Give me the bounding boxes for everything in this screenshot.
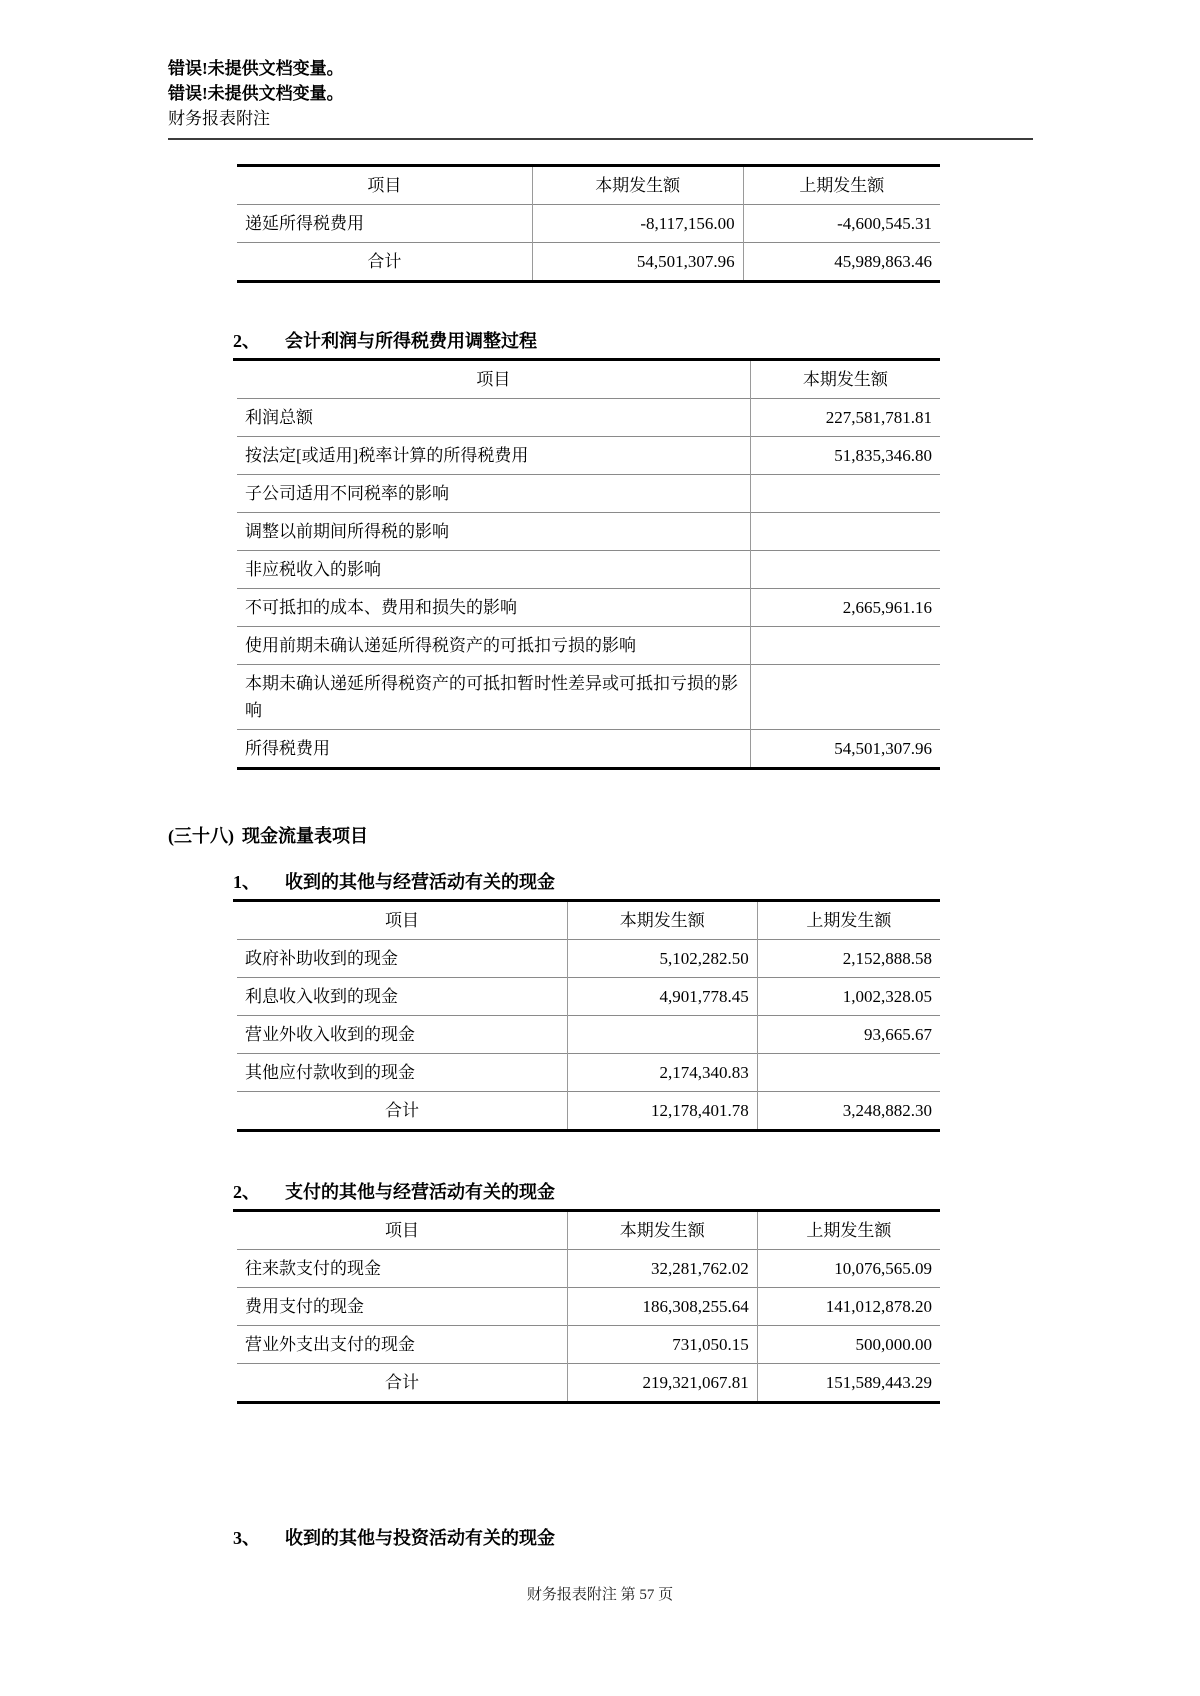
total-current-value: 12,178,401.78 [567,1092,757,1131]
row-item-label: 往来款支付的现金 [245,1259,381,1278]
row-current-value: 5,102,282.50 [567,940,757,978]
row-current-value [750,665,940,730]
row-item-label: 非应税收入的影响 [245,560,381,579]
page-footer: 财务报表附注 第 57 页 [526,1587,674,1603]
column-header-item: 项目 [367,176,402,195]
column-header-current: 本期发生额 [567,902,757,940]
row-item-label: 所得税费用 [245,739,330,758]
row-item-label: 本期未确认递延所得税资产的可抵扣暂时性差异或可抵扣亏损的影响 [245,674,738,720]
section-title: 会计利润与所得税费用调整过程 [285,331,537,351]
row-prior-value [757,1054,940,1092]
row-item-label: 不可抵扣的成本、费用和损失的影响 [245,598,517,617]
table-row [237,589,940,627]
row-current-value: -8,117,156.00 [532,205,743,243]
total-current-value: 219,321,067.81 [567,1364,757,1403]
row-current-value [750,475,940,513]
table-row [237,551,940,589]
header-error-line-1: 错误!未提供文档变量。 [168,59,344,78]
table-row [237,940,940,978]
section-number: 2、 [233,331,260,351]
row-item-label: 费用支付的现金 [245,1297,364,1316]
row-prior-value: 1,002,328.05 [757,978,940,1016]
row-current-value [750,627,940,665]
table-row [237,1054,940,1092]
header-divider [168,138,1033,140]
row-current-value: 2,174,340.83 [567,1054,757,1092]
row-item-label: 子公司适用不同税率的影响 [245,484,449,503]
row-item-label: 调整以前期间所得税的影响 [245,522,449,541]
row-current-value: 2,665,961.16 [750,589,940,627]
table-total-row [237,1092,940,1131]
row-item-label: 营业外支出支付的现金 [245,1335,415,1354]
column-header-prior: 上期发生额 [757,1212,940,1250]
document-header [168,56,1033,140]
row-item-label: 利润总额 [245,408,313,427]
table-row [237,1250,940,1288]
section-title: 现金流量表项目 [242,826,368,846]
header-error-line-2: 错误!未提供文档变量。 [168,84,344,103]
row-current-value [750,551,940,589]
table-row [237,205,940,243]
row-item-label: 利息收入收到的现金 [245,987,398,1006]
table-row [237,437,940,475]
subsection-title: 收到的其他与经营活动有关的现金 [285,872,555,892]
row-current-value: 4,901,778.45 [567,978,757,1016]
row-current-value: 186,308,255.64 [567,1288,757,1326]
table-row [237,627,940,665]
column-header-prior: 上期发生额 [743,166,940,205]
row-item-label: 营业外收入收到的现金 [245,1025,415,1044]
row-prior-value: 2,152,888.58 [757,940,940,978]
total-label: 合计 [384,1373,419,1392]
total-prior-value: 45,989,863.46 [743,243,940,282]
subsection-number: 1、 [233,872,260,892]
table-header-row [237,166,940,205]
table-row [237,730,940,769]
row-prior-value: -4,600,545.31 [743,205,940,243]
row-item-label: 政府补助收到的现金 [245,949,398,968]
table-row [237,1288,940,1326]
deferred-tax-table [237,164,940,283]
row-current-value: 227,581,781.81 [750,399,940,437]
row-item-label: 递延所得税费用 [245,214,364,233]
column-header-prior: 上期发生额 [757,902,940,940]
other-operating-payments-table [237,1212,940,1404]
row-prior-value: 93,665.67 [757,1016,940,1054]
row-item-label: 其他应付款收到的现金 [245,1063,415,1082]
row-current-value [567,1016,757,1054]
subsection-heading-other-operating-payments [233,1178,940,1212]
row-prior-value: 141,012,878.20 [757,1288,940,1326]
section-heading-tax-adjustment [233,327,940,361]
table-header-row [237,1212,940,1250]
row-item-label: 使用前期未确认递延所得税资产的可抵扣亏损的影响 [245,636,636,655]
row-current-value: 54,501,307.96 [750,730,940,769]
table-row [237,665,940,730]
other-operating-receipts-table [237,902,940,1132]
column-header-current: 本期发生额 [567,1212,757,1250]
table-row [237,513,940,551]
column-header-item: 项目 [476,370,511,389]
row-current-value: 731,050.15 [567,1326,757,1364]
total-prior-value: 151,589,443.29 [757,1364,940,1403]
subsection-title: 收到的其他与投资活动有关的现金 [285,1528,555,1548]
subsection-number: 2、 [233,1182,260,1202]
row-current-value [750,513,940,551]
column-header-current: 本期发生额 [532,166,743,205]
subsection-heading-other-operating-receipts [233,868,940,902]
subsection-title: 支付的其他与经营活动有关的现金 [285,1182,555,1202]
row-prior-value: 500,000.00 [757,1326,940,1364]
column-header-current: 本期发生额 [750,361,940,399]
table-row [237,978,940,1016]
column-header-item: 项目 [384,1221,419,1240]
section-number: (三十八) [168,826,234,846]
table-row [237,1016,940,1054]
subsection-number: 3、 [233,1528,260,1548]
table-total-row [237,243,940,282]
row-prior-value: 10,076,565.09 [757,1250,940,1288]
row-item-label: 按法定[或适用]税率计算的所得税费用 [245,446,529,465]
table-row [237,1326,940,1364]
total-label: 合计 [367,252,402,271]
row-current-value: 32,281,762.02 [567,1250,757,1288]
table-header-row [237,902,940,940]
row-current-value: 51,835,346.80 [750,437,940,475]
column-header-item: 项目 [384,911,419,930]
subsection-heading-other-investing-receipts [233,1524,940,1555]
section-heading-cash-flow-items [168,822,1033,848]
table-row [237,475,940,513]
total-prior-value: 3,248,882.30 [757,1092,940,1131]
total-current-value: 54,501,307.96 [532,243,743,282]
tax-adjustment-table [237,361,940,770]
total-label: 合计 [384,1101,419,1120]
table-row [237,399,940,437]
header-subtitle: 财务报表附注 [168,109,270,128]
table-total-row [237,1364,940,1403]
table-header-row [237,361,940,399]
